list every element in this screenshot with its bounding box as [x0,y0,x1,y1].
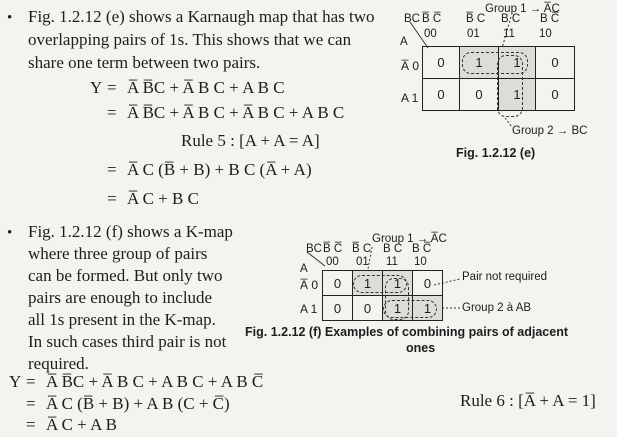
eq-f-line1: A̅ B̅C + A̅ B C + A B C + A B C̅ [46,372,264,391]
kmap-f-group2-label: Group 2 à AB [462,302,532,314]
kmap-e-caption: Fig. 1.2.12 (e) [456,146,536,160]
eq-f-equals-1: = [26,372,36,391]
kmap-e-cell: 0 [536,47,575,79]
kmap-e-row-label-0: A̅ 0 [401,59,420,73]
kmap-e-col-label-2: B C [501,13,521,25]
kmap-f-col-code-3: 10 [414,256,427,268]
kmap-e-group1-label: Group 1 → A̅C [485,3,560,15]
para-f-line2: where three group of pairs [28,244,208,263]
bullet-f: • [7,225,13,241]
eq-e-equals-2: = [107,103,117,122]
kmap-f-corner-a: A [300,263,308,275]
kmap-f-col-code-1: 01 [356,256,369,268]
kmap-e-col-label-1: B̅ C [466,13,486,25]
kmap-e-cell: 0 [460,79,499,111]
rule-5: Rule 5 : [A + A = A] [181,131,320,150]
kmap-f-caption-line1: Fig. 1.2.12 (f) Examples of combining pairs of adjacent [245,325,568,339]
kmap-e-col-label-3: B C̅ [540,13,560,25]
para-f-line4: pairs are enough to include [28,288,213,307]
para-e-line1: Fig. 1.2.12 (e) shows a Karnaugh map that has two [28,7,375,26]
kmap-e-col-code-0: 00 [424,28,437,40]
kmap-f-col-label-0: B̅ C̅ [323,243,343,255]
eq-e-line3: A̅ C (B̅ + B) + B C (A̅ + A) [127,160,312,179]
para-f-line7: required. [28,354,89,373]
kmap-e-cell: 1 [499,79,536,111]
eq-f-equals-3: = [26,415,36,434]
eq-e-line2: A̅ B̅C + A̅ B C + A̅ B C + A B C [127,103,345,122]
kmap-f-cell: 1 [353,271,383,296]
kmap-f-cell: 1 [383,271,413,296]
para-e-line3: share one term between two pairs. [28,53,261,72]
rule-6: Rule 6 : [A̅ + A = 1] [460,391,596,410]
para-f-line6: In such cases third pair is not [28,332,227,351]
kmap-f-cell: 0 [353,296,383,321]
eq-f-lhs: Y [9,372,22,391]
kmap-e-col-code-3: 10 [539,28,552,40]
kmap-e-col-label-0: B̅ C̅ [422,13,442,25]
eq-e-lhs: Y [90,78,103,97]
kmap-f-cell: 1 [383,296,413,321]
kmap-f-not-required-label: Pair not required [462,271,548,283]
kmap-f-cell: 0 [413,271,443,296]
para-f-line3: can be formed. But only two [28,266,223,285]
kmap-f-col-label-3: B C̅ [412,243,432,255]
kmap-f-cell: 0 [323,271,353,296]
para-f-line5: all 1s present in the K-map. [28,310,216,329]
kmap-f-cell: 1 [413,296,443,321]
kmap-f-col-code-2: 11 [386,256,398,268]
bullet-e: • [7,10,13,26]
kmap-e-corner-bc: BC [404,13,420,25]
kmap-f-col-label-1: B̅ C [352,243,372,255]
eq-e-equals-4: = [107,189,117,208]
kmap-e-cell: 1 [499,47,536,79]
eq-e-equals-3: = [107,160,117,179]
kmap-e-cell: 1 [460,47,499,79]
eq-f-line3: A̅ C + A B [46,415,118,434]
kmap-f-row-label-1: A 1 [300,302,318,316]
kmap-e-row-label-1: A 1 [401,91,419,105]
para-e-line2: overlapping pairs of 1s. This shows that we can [28,30,352,49]
kmap-e-cell: 0 [423,47,460,79]
eq-e-line4: A̅ C + B C [127,189,199,208]
kmap-f-caption-line2: ones [406,341,436,355]
kmap-e-cell: 0 [423,79,460,111]
kmap-e-corner-a: A [400,36,408,48]
kmap-f-col-code-0: 00 [326,256,339,268]
kmap-f-corner-bc: BC [306,243,322,255]
kmap-f-col-label-2: B C [383,243,403,255]
para-f-line1: Fig. 1.2.12 (f) shows a K-map [28,222,233,241]
eq-e-equals-1: = [107,78,117,97]
kmap-e-col-code-2: 11 [503,28,515,40]
kmap-f-group1-label: Group 1 → A̅C [372,233,447,245]
eq-f-equals-2: = [26,394,36,413]
eq-f-line2: A̅ C (B̅ + B) + A B (C + C̅) [46,394,230,413]
kmap-f-row-label-0: A̅ 0 [300,278,319,292]
kmap-e-group2-loop [497,55,523,117]
eq-e-line1: A̅ B̅C + A̅ B C + A B C [127,78,285,97]
kmap-e-group2-label: Group 2 → BC [512,125,588,137]
kmap-e-col-code-1: 01 [467,28,480,40]
kmap-f-group2-loop [383,300,437,318]
kmap-e-cell: 0 [536,79,575,111]
kmap-f-cell: 0 [323,296,353,321]
